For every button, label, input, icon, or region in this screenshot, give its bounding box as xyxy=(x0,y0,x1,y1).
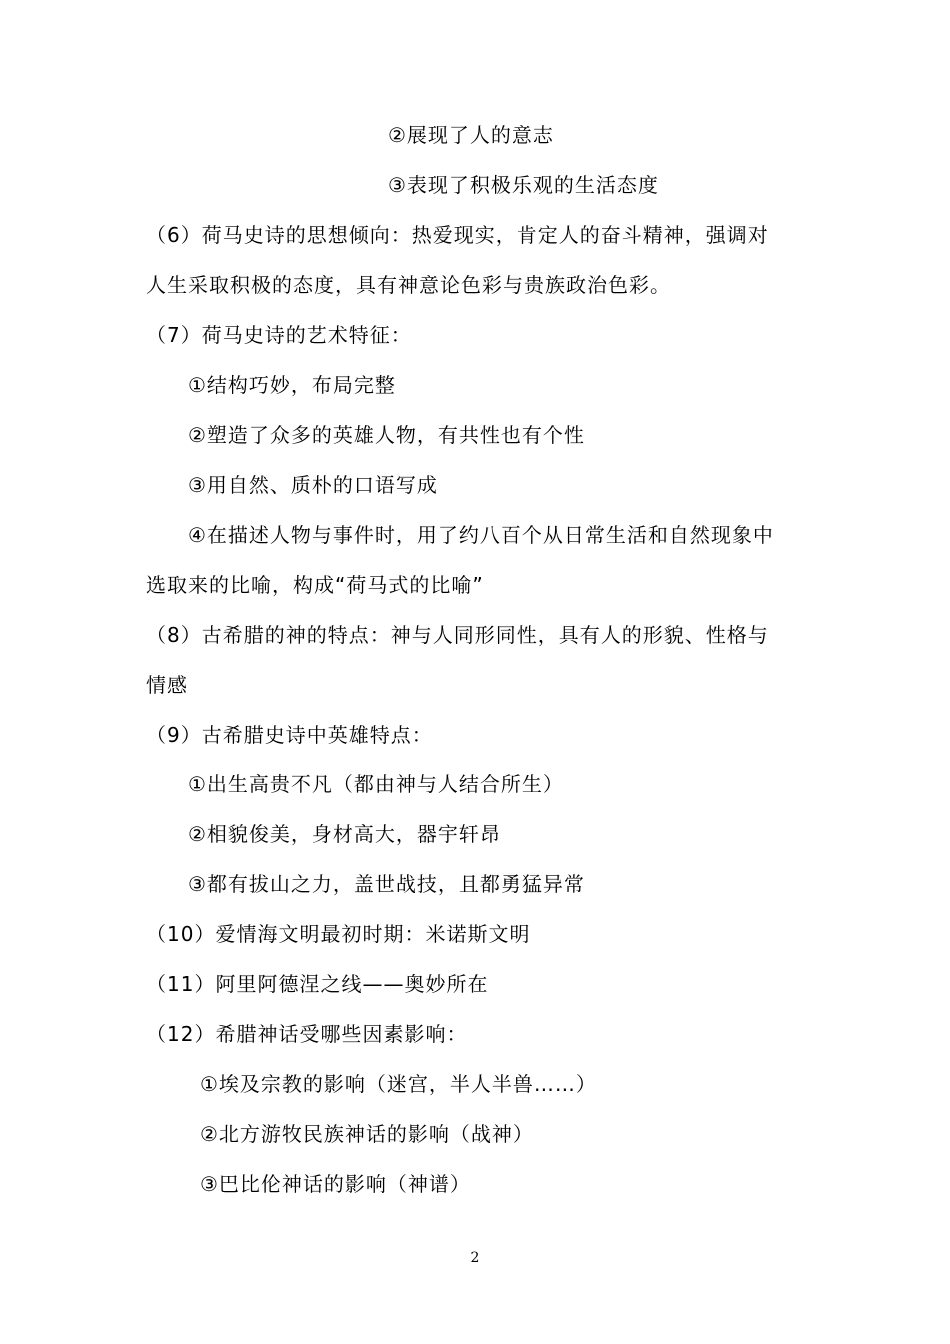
text-line: （9）古希腊史诗中英雄特点： xyxy=(146,723,433,747)
text-line: （12）希腊神话受哪些因素影响： xyxy=(146,1022,468,1046)
text-line: ③用自然、质朴的口语写成 xyxy=(188,473,438,497)
text-line: ③巴比伦神话的影响（神谱） xyxy=(200,1172,471,1196)
text-line: （10）爱情海文明最初时期：米诺斯文明 xyxy=(146,922,531,946)
text-line: ①埃及宗教的影响（迷宫，半人半兽……） xyxy=(200,1072,597,1096)
text-line: （7）荷马史诗的艺术特征： xyxy=(146,323,412,347)
text-line: ④在描述人物与事件时，用了约八百个从日常生活和自然现象中 xyxy=(188,523,774,547)
text-line: ①结构巧妙，布局完整 xyxy=(188,373,396,397)
text-line: ②展现了人的意志 xyxy=(388,123,554,147)
text-line: ③都有拔山之力，盖世战技，且都勇猛异常 xyxy=(188,872,585,896)
text-line: 人生采取积极的态度，具有神意论色彩与贵族政治色彩。 xyxy=(146,273,671,297)
page-number: 2 xyxy=(470,1250,480,1266)
text-line: ②相貌俊美，身材高大，器宇轩昂 xyxy=(188,822,501,846)
text-line: （8）古希腊的神的特点：神与人同形同性，具有人的形貌、性格与 xyxy=(146,623,769,647)
text-line: ③表现了积极乐观的生活态度 xyxy=(388,173,659,197)
text-line: ①出生高贵不凡（都由神与人结合所生） xyxy=(188,772,564,796)
text-line: 选取来的比喻，构成“荷马式的比喻” xyxy=(146,573,484,597)
text-line: ②塑造了众多的英雄人物，有共性也有个性 xyxy=(188,423,585,447)
text-line: （6）荷马史诗的思想倾向：热爱现实，肯定人的奋斗精神，强调对 xyxy=(146,223,769,247)
text-line: 情感 xyxy=(146,673,188,697)
text-line: ②北方游牧民族神话的影响（战神） xyxy=(200,1122,534,1146)
text-line: （11）阿里阿德涅之线——奥妙所在 xyxy=(146,972,489,996)
